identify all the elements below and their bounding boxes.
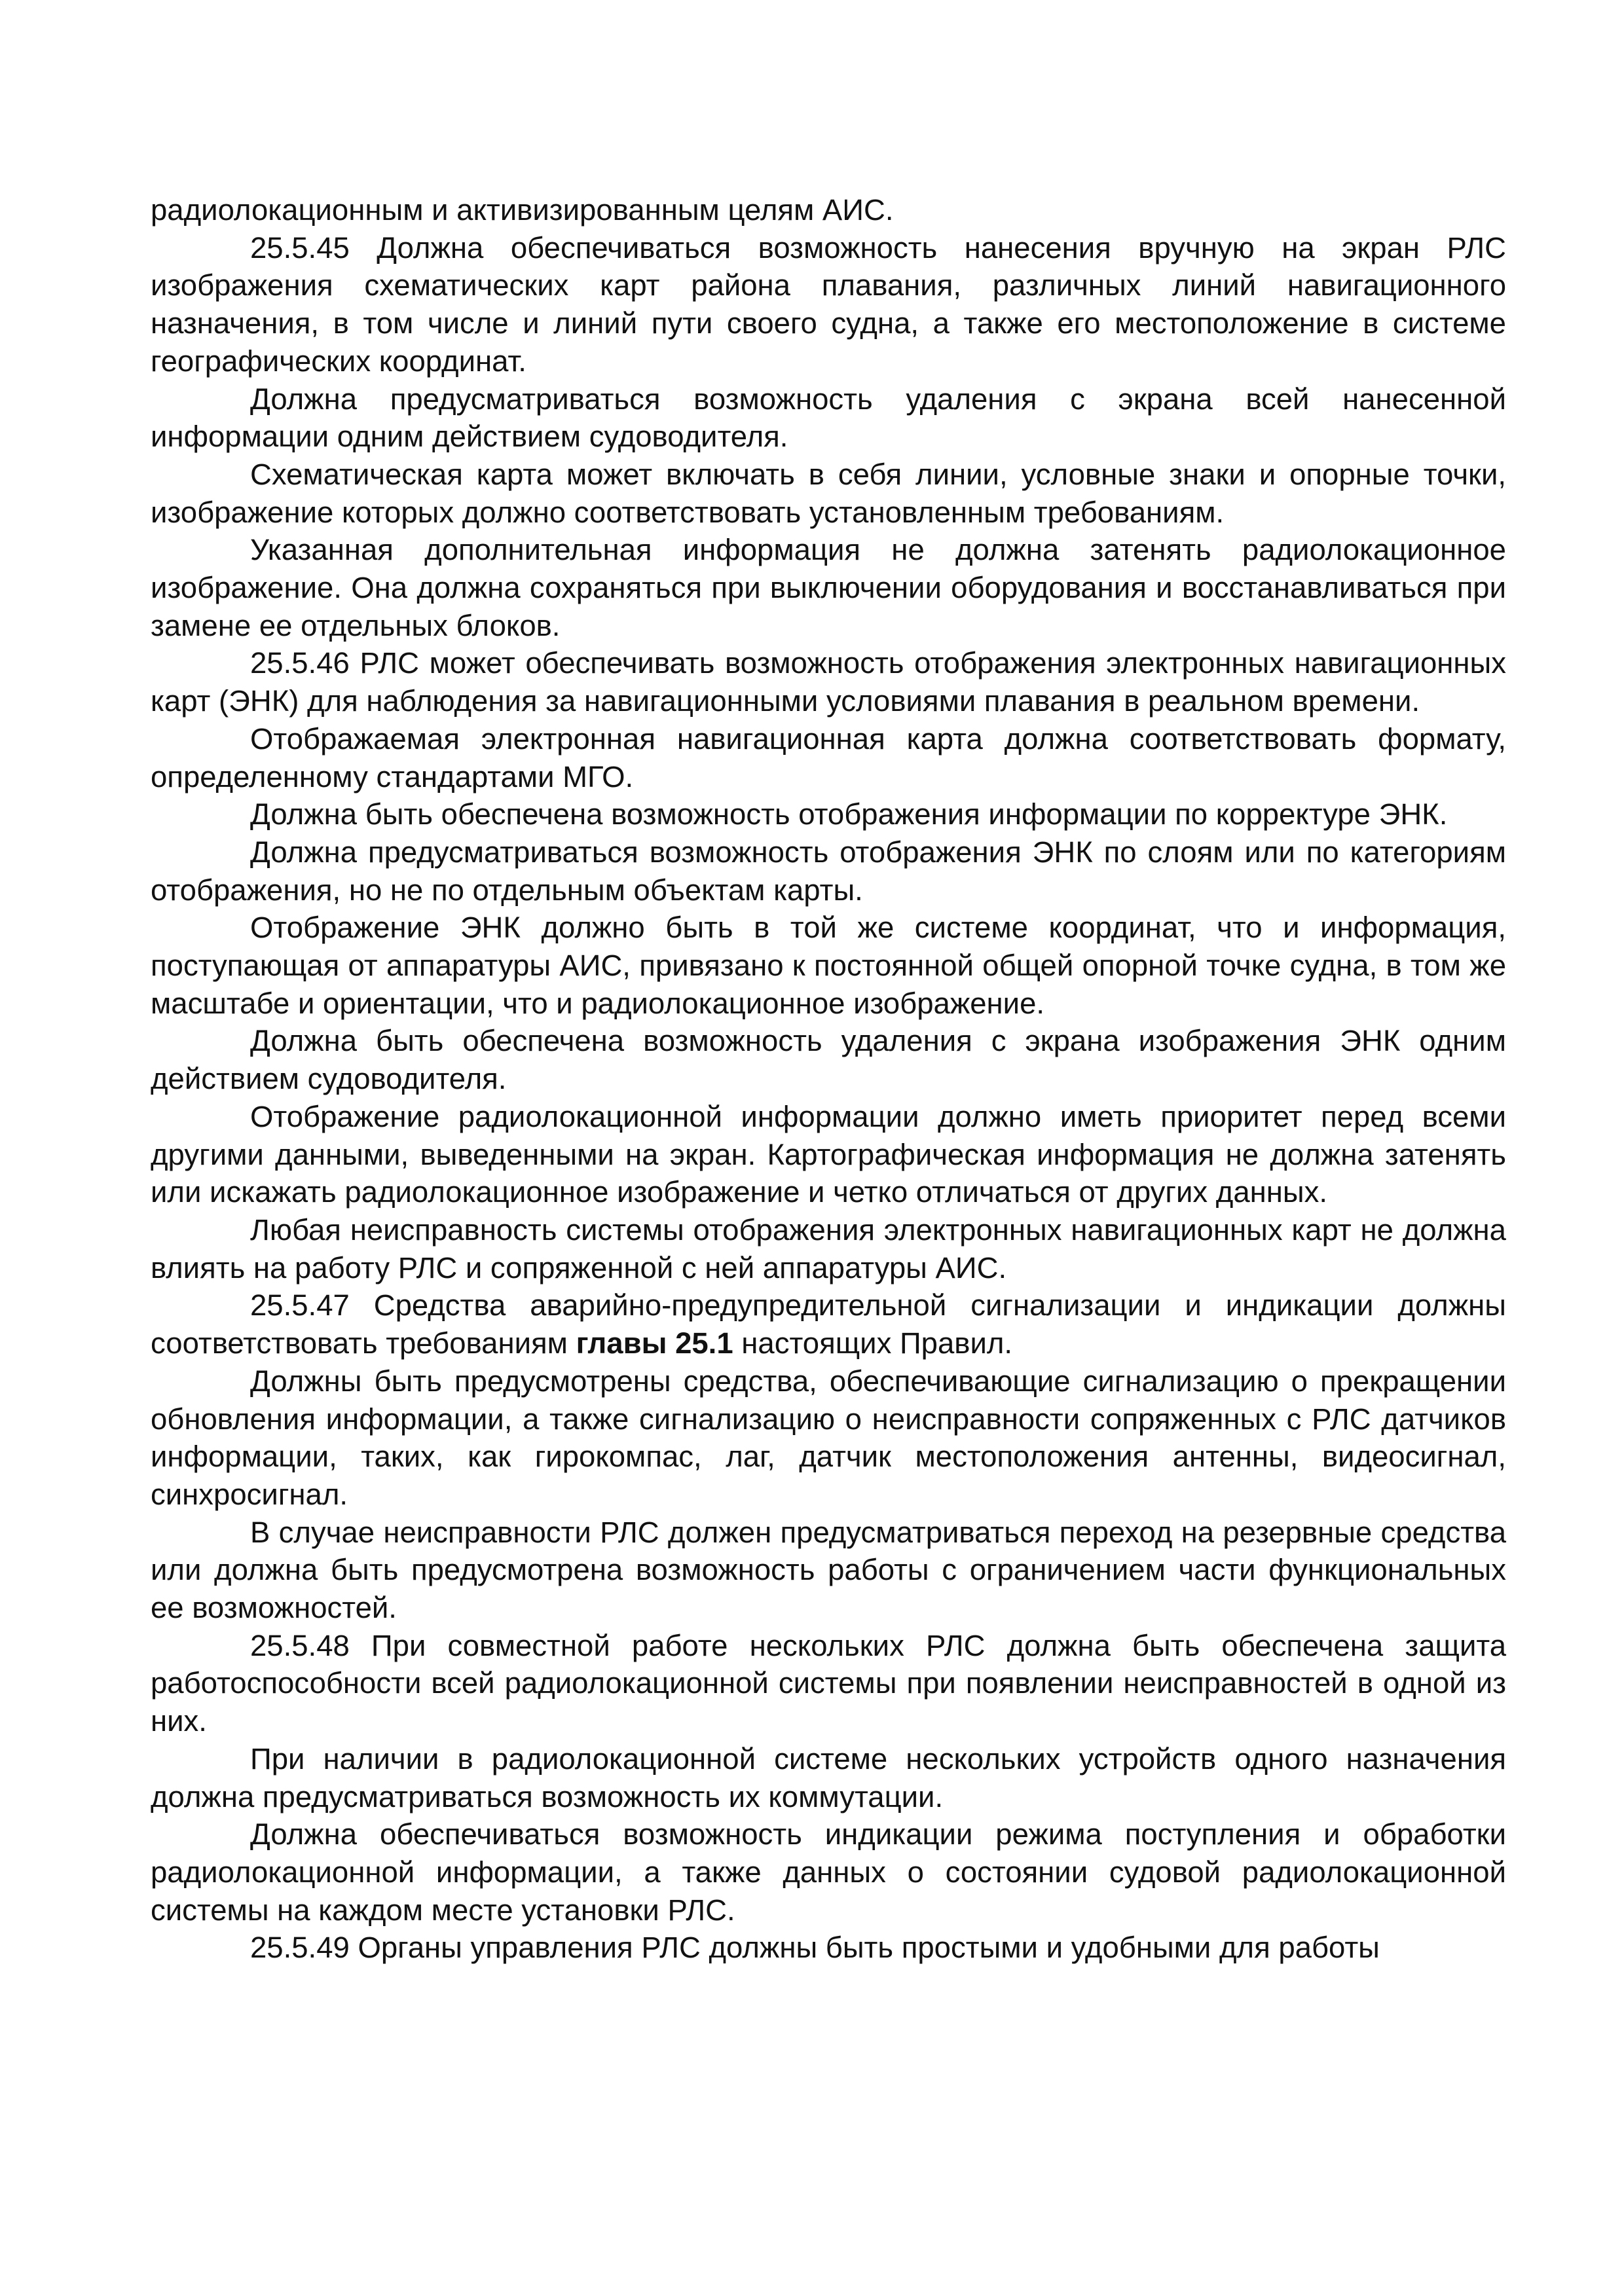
paragraph-25-5-48: 25.5.48 При совместной работе нескольких РЛС должна быть обеспечена защита работоспособности всей радиолокационной системы при появлении неисправностей в одной из них.: [151, 1628, 1506, 1738]
paragraph: Любая неисправность системы отображения электронных навигационных карт не должна влиять на работу РЛС и сопряженной с ней аппаратуры АИС.: [151, 1212, 1506, 1285]
paragraph: Должна предусматриваться возможность удаления с экрана всей нанесенной информации одним действием судоводителя.: [151, 382, 1506, 454]
paragraph-25-5-47: [151, 1286, 1506, 1362]
paragraph-25-5-49: 25.5.49 Органы управления РЛС должны быть простыми и удобными для работы: [250, 1931, 1380, 1965]
paragraph: Должна обеспечиваться возможность индикации режима поступления и обработки радиолокационной информации, а также данных о состоянии судовой радиолокационной системы на каждом месте установки РЛС.: [151, 1817, 1506, 1927]
paragraph-continuation: радиолокационным и активизированным целям АИС.: [151, 193, 894, 227]
paragraph: Должна быть обеспечена возможность отображения информации по корректуре ЭНК.: [250, 797, 1448, 831]
document-body: [151, 191, 1506, 1967]
paragraph-25-5-45: 25.5.45 Должна обеспечиваться возможность нанесения вручную на экран РЛС изображения схематических карт района плавания, различных линий навигационного назначения, в том числе и линий пути своего судна, а также его местоположение в системе географических координат.: [151, 230, 1506, 378]
paragraph: Должна предусматриваться возможность отображения ЭНК по слоям или по категориям отображения, но не по отдельным объектам карты.: [151, 835, 1506, 907]
paragraph: Должны быть предусмотрены средства, обеспечивающие сигнализацию о прекращении обновления информации, а также сигнализацию о неисправности сопряженных с РЛС датчиков информации, таких, как гирокомпас, лаг, датчик местоположения антенны, видеосигнал, синхросигнал.: [151, 1364, 1506, 1511]
paragraph-25-5-46: 25.5.46 РЛС может обеспечивать возможность отображения электронных навигационных карт (ЭНК) для наблюдения за навигационными условиями плавания в реальном времени.: [151, 646, 1506, 718]
paragraph-text: настоящих Правил.: [733, 1326, 1013, 1360]
paragraph: Схематическая карта может включать в себя линии, условные знаки и опорные точки, изображение которых должно соответствовать установленным требованиям.: [151, 457, 1506, 529]
paragraph: В случае неисправности РЛС должен предусматриваться переход на резервные средства или должна быть предусмотрена возможность работы с ограничением части функциональных ее возможностей.: [151, 1515, 1506, 1625]
paragraph: Отображение радиолокационной информации должно иметь приоритет перед всеми другими данными, выведенными на экран. Картографическая информация не должна затенять или искажать радиолокационное изображение и четко отличаться от других данных.: [151, 1099, 1506, 1209]
paragraph: Должна быть обеспечена возможность удаления с экрана изображения ЭНК одним действием судоводителя.: [151, 1024, 1506, 1096]
paragraph: Отображение ЭНК должно быть в той же системе координат, что и информация, поступающая от аппаратуры АИС, привязано к постоянной общей опорной точке судна, в том же масштабе и ориентации, что и радиолокационное изображение.: [151, 911, 1506, 1020]
paragraph: Указанная дополнительная информация не должна затенять радиолокационное изображение. Она должна сохраняться при выключении оборудования и восстанавливаться при замене ее отдельных блоков.: [151, 533, 1506, 642]
chapter-reference: главы 25.1: [576, 1326, 733, 1360]
paragraph: При наличии в радиолокационной системе нескольких устройств одного назначения должна предусматриваться возможность их коммутации.: [151, 1741, 1506, 1813]
paragraph: Отображаемая электронная навигационная карта должна соответствовать формату, определенному стандартами МГО.: [151, 721, 1506, 793]
paragraph-text: 25.5.47 Средства аварийно-предупредительной сигнализации и индикации должны соответствовать требованиям: [151, 1288, 1506, 1360]
